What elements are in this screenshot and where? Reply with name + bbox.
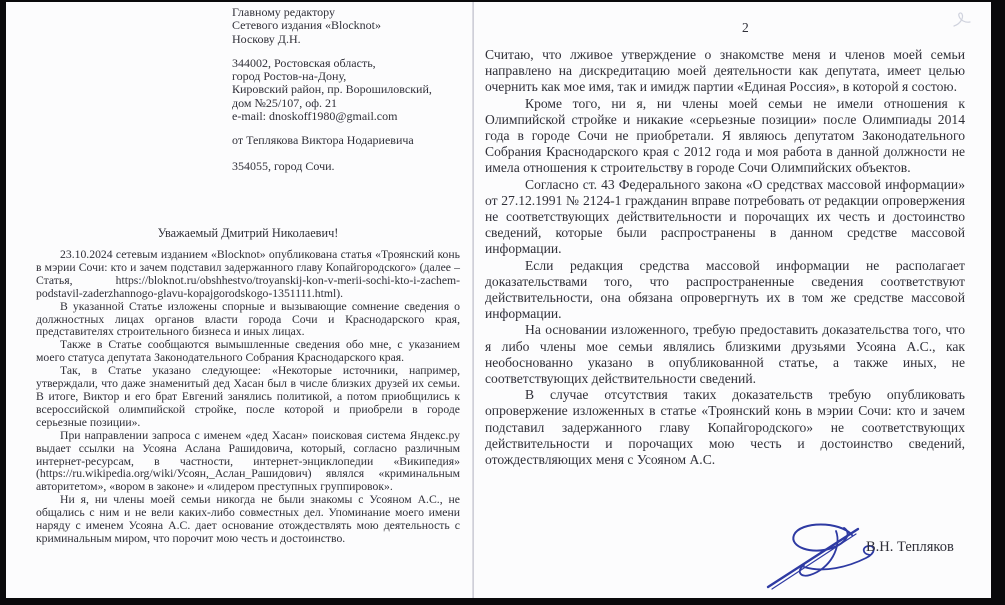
page-2-body [485,47,965,468]
sender-line-group [232,134,432,147]
address-line: дом №25/107, оф. 21 [232,95,338,110]
recipient-line: Главному редактору [232,5,336,19]
page-number: 2 [742,20,749,35]
paragraph: В случае отсутствия таких доказательств требую опубликовать опровержение изложенных в статье «Троянский конь в мэрии Сочи: кто и зачем подставил задержанного главу Копайгородского» не соответствующих действительности и порочащих мою честь и достоинство сведений, отождествляющих меня с Усояном А.С. [485,387,965,468]
sender-line: от Теплякова Виктора Нодариевича [232,133,414,148]
document-sheet [6,2,991,598]
paragraph: При направлении запроса с именем «дед Хасан» поисковая система Яндекс.ру выдает ссылки на Усояна Аслана Рашидовича, который, согласно различным интернет-ресурсам, в частности, интернет-энциклопедии «Википедия» (https://ru.wikipedia.org/wiki/Усоян,_Аслан_Рашидович) являлся «криминальным авторитетом», «вором в законе» и «лидером преступных группировок». [36,428,460,494]
paragraph: Если редакция средства массовой информации не располагает доказательствами того, что распространенные сведения соответствуют действительности, она обязана опровергнуть их в том же средстве массовой информации. [485,257,965,322]
page-1-body [36,249,460,546]
paragraph: Кроме того, ни я, ни члены моей семьи не имели отношения к Олимпийской стройке и никакие «серьезные позиции» после Олимпиады 2014 года в городе Сочи не приобретали. Я являюсь депутатом Законодательного Собрания Краснодарского края с 2012 года и моя работа в данной должности не имела отношения к строительству в городе Сочи Олимпийских объектов. [485,95,965,176]
paragraph: На основании изложенного, требую предоставить доказательства того, что я либо члены мое семьи являлись близкими друзьями Усояна А.С., как необоснованно указано в опубликованной статье, а также иных, не соответствующих действительности сведений. [485,322,965,387]
paragraph: Считаю, что лживое утверждение о знакомстве меня и членов моей семьи направлено на дискредитацию моей деятельности как депутата, имеет целью очернить как мое имя, так и имидж партии «Единая Россия», в которой я состою. [485,47,965,95]
recipient-lines [232,6,432,46]
paragraph: Ни я, ни члены моей семьи никогда не были знакомы с Усояном А.С., не общались с ним и не вели каких-либо совместных дел. Упоминание моего имени наряду с именем Усояна А.С. дает основание отождествлять мою деятельность с криминальным миром, что порочит мою честь и достоинство. [36,493,460,545]
recipient-line: Носкову Д.Н. [232,31,301,46]
address-line: Кировский район, пр. Ворошиловский, [232,82,432,97]
pen-corner-mark [948,10,974,32]
address-line: город Ростов-на-Дону, [232,69,347,84]
recipient-postal-lines [232,57,432,123]
signature-name: В.Н. Тепляков [866,539,954,555]
page-divider [472,2,474,598]
sender-city-group [232,160,432,173]
email-line: e-mail: dnoskoff1980@gmail.com [232,109,398,124]
sender-city-line: 354055, город Сочи. [232,158,335,173]
paragraph: Также в Статье сообщаются вымышленные сведения обо мне, с указанием моего статуса депутата Законодательного Собрания Краснодарского края. [36,338,460,365]
paragraph: Так, в Статье указано следующее: «Некоторые источники, например, утверждали, что даже знаменитый дед Хасан был в числе близких друзей их семьи. В итоге, Виктор и его брат Евгений занялись политикой, а потом приобщились к всероссийской олимпийской стройке, после которой и приобрели в городе серьезные позиции». [36,364,460,429]
paragraph: 23.10.2024 сетевым изданием «Blocknot» опубликована статья «Троянский конь в мэрии Сочи: кто и зачем подставил задержанного главу Копайгородского» (далее – Статья, https://bloknot.ru/obshhestvo/troyanskij-kon-v-merii-sochi-kto-i-zachem-podstavil-zaderzhannogo-glavu-kopajgorodskogo-1351111.html). [36,248,460,300]
recipient-line: Сетевого издания «Blocknot» [232,18,381,33]
salutation: Уважаемый Дмитрий Николаевич! [157,226,339,240]
paragraph: В указанной Статье изложены спорные и вызывающие сомнение сведения о должностных лицах органов власти города Сочи и Краснодарского края, представителях строительного бизнеса и иных лицах. [36,299,460,339]
address-line: 344002, Ростовская область, [232,55,376,70]
paragraph: Согласно ст. 43 Федерального закона «О средствах массовой информации» от 27.12.1991 № 2124-1 гражданин вправе потребовать от редакции опровержения не соответствующих действительности и порочащих их честь и достоинство сведений, которые были распространены в данном средстве массовой информации. [485,176,965,257]
recipient-address-block [232,6,432,184]
